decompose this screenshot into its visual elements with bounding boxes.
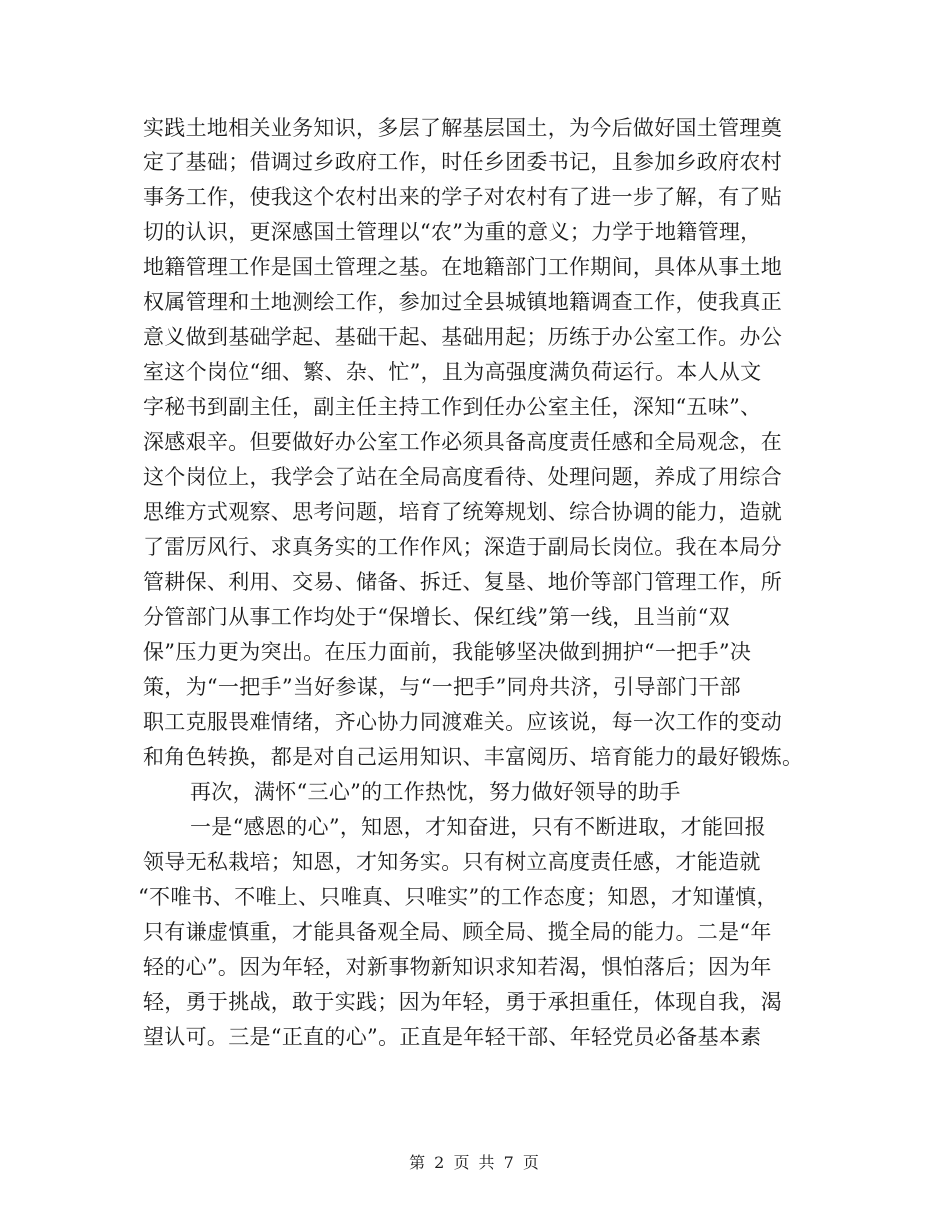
text-line: 一是“感恩的心”，知恩，才知奋进，只有不断进取，才能回报: [190, 815, 766, 839]
text-line: 深感艰辛。但要做好办公室工作必须具备高度责任感和全局观念，在: [143, 430, 782, 454]
text-line: 权属管理和土地测绘工作，参加过全县城镇地籍调查工作，使我真正: [143, 290, 782, 314]
text-line: 地籍管理工作是国土管理之基。在地籍部门工作期间，具体从事土地: [143, 255, 782, 279]
page-footer: 第 2 页 共 7 页: [409, 1153, 541, 1172]
text-line: 意义做到基础学起、基础干起、基础用起；历练于办公室工作。办公: [143, 325, 782, 349]
text-line: 管耕保、利用、交易、储备、拆迁、复垦、地价等部门管理工作，所: [143, 570, 782, 594]
text-line: 字秘书到副主任，副主任主持工作到任办公室主任，深知“五味”、: [143, 395, 762, 419]
text-line: 这个岗位上，我学会了站在全局高度看待、处理问题，养成了用综合: [143, 465, 782, 489]
text-line: 实践土地相关业务知识，多层了解基层国土，为今后做好国土管理奠: [143, 116, 782, 140]
text-line: 只有谦虚慎重，才能具备观全局、顾全局、揽全局的能力。二是“年: [143, 920, 772, 944]
text-line: 思维方式观察、思考问题，培育了统筹规划、综合协调的能力，造就: [143, 500, 782, 524]
text-line: 策，为“一把手”当好参谋，与“一把手”同舟共济，引导部门干部: [143, 675, 741, 699]
text-line: 切的认识，更深感国土管理以“农”为重的意义；力学于地籍管理，: [143, 220, 762, 244]
text-line: 了雷厉风行、求真务实的工作作风；深造于副局长岗位。我在本局分: [143, 535, 782, 559]
text-line: 轻，勇于挑战，敢于实践；因为年轻，勇于承担重任，体现自我，渴: [143, 990, 782, 1014]
text-line: 领导无私栽培；知恩，才知务实。只有树立高度责任感，才能造就: [143, 850, 761, 874]
text-line: 定了基础；借调过乡政府工作，时任乡团委书记，且参加乡政府农村: [143, 150, 782, 174]
text-line: 室这个岗位“细、繁、杂、忙”，且为高强度满负荷运行。本人从文: [143, 360, 762, 384]
text-line: “不唯书、不唯上、只唯真、只唯实”的工作态度；知恩，才知谨慎，: [138, 885, 778, 909]
text-line: 轻的心”。因为年轻，对新事物新知识求知若渴，惧怕落后；因为年: [143, 955, 772, 979]
text-line: 再次，满怀“三心”的工作热忱，努力做好领导的助手: [190, 780, 681, 804]
text-line: 分管部门从事工作均处于“保增长、保红线”第一线，且当前“双: [143, 605, 730, 629]
text-line: 望认可。三是“正直的心”。正直是年轻干部、年轻党员必备基本素: [143, 1025, 762, 1049]
text-line: 事务工作，使我这个农村出来的学子对农村有了进一步了解，有了贴: [143, 185, 782, 209]
text-line: 职工克服畏难情绪，齐心协力同渡难关。应该说，每一次工作的变动: [143, 710, 782, 734]
text-line: 和角色转换，都是对自己运用知识、丰富阅历、培育能力的最好锻炼。: [143, 745, 804, 769]
text-line: 保”压力更为突出。在压力面前，我能够坚决做到拥护“一把手”决: [143, 640, 752, 664]
